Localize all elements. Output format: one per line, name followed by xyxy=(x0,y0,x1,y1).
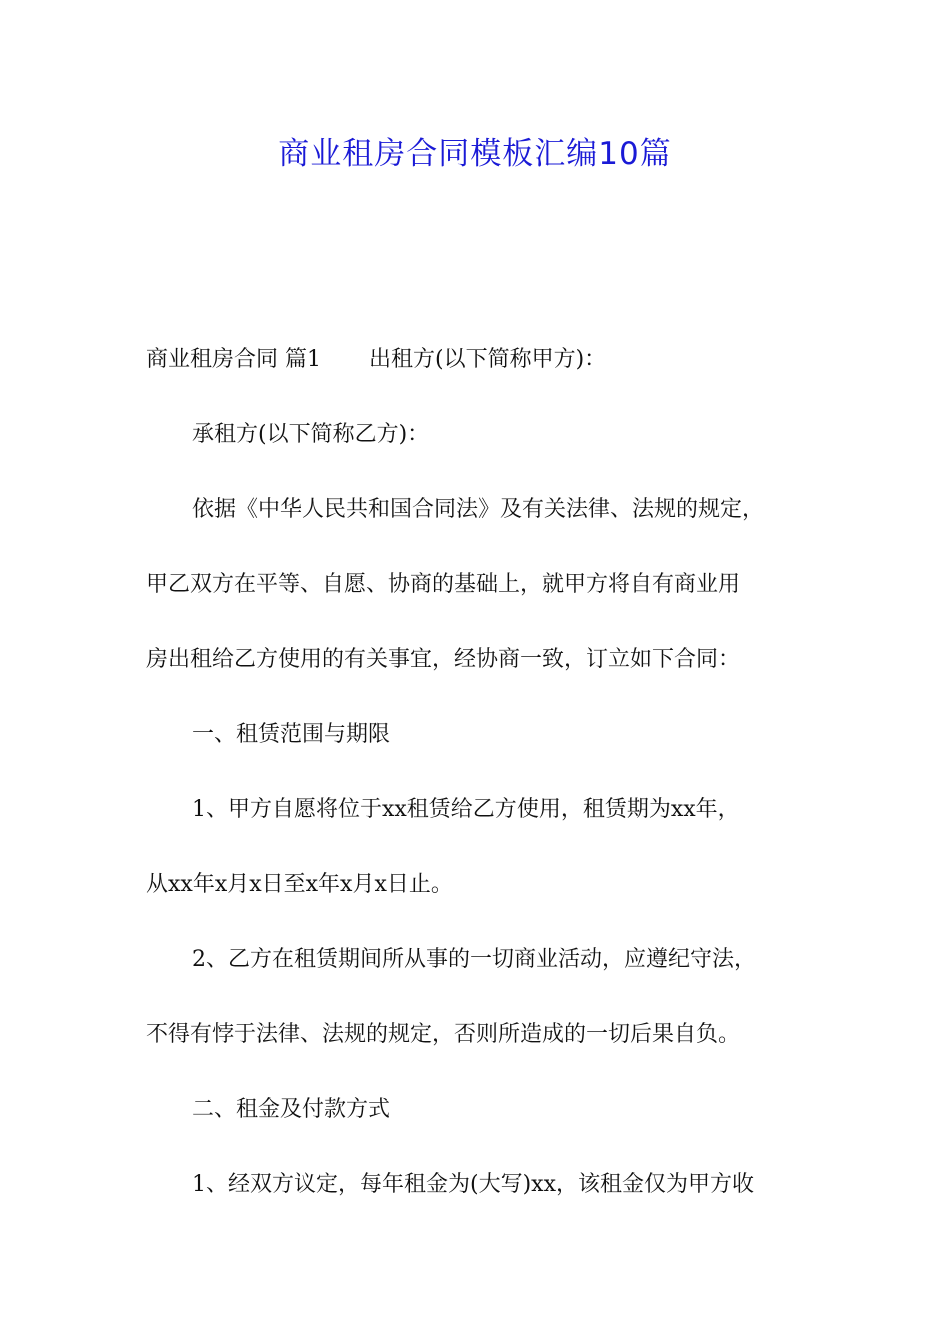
paragraph-line: 从xx年x月x日至x年x月x日止。 xyxy=(146,872,453,897)
contract-heading: 商业租房合同 篇1 xyxy=(146,347,321,372)
lessor-line: 出租方(以下简称甲方)： xyxy=(369,347,607,372)
paragraph-line: 1、甲方自愿将位于xx租赁给乙方使用，租赁期为xx年， xyxy=(192,797,740,822)
paragraph-line: 房出租给乙方使用的有关事宜，经协商一致，订立如下合同： xyxy=(146,647,741,672)
paragraph-line: 依据《中华人民共和国合同法》及有关法律、法规的规定， xyxy=(192,497,765,522)
section-heading: 二、租金及付款方式 xyxy=(192,1097,391,1122)
contract-heading-line xyxy=(146,343,836,377)
section-heading: 一、租赁范围与期限 xyxy=(192,722,391,747)
document-title: 商业租房合同模板汇编10篇 xyxy=(278,136,672,172)
paragraph-line: 1、经双方议定，每年租金为(大写)xx，该租金仅为甲方收 xyxy=(192,1172,754,1197)
lessee-line: 承租方(以下简称乙方)： xyxy=(192,422,430,447)
paragraph-line: 2、乙方在租赁期间所从事的一切商业活动，应遵纪守法， xyxy=(192,947,756,972)
paragraph-line: 不得有悖于法律、法规的规定，否则所造成的一切后果自负。 xyxy=(146,1022,741,1047)
paragraph-line: 甲乙双方在平等、自愿、协商的基础上，就甲方将自有商业用 xyxy=(146,572,741,597)
